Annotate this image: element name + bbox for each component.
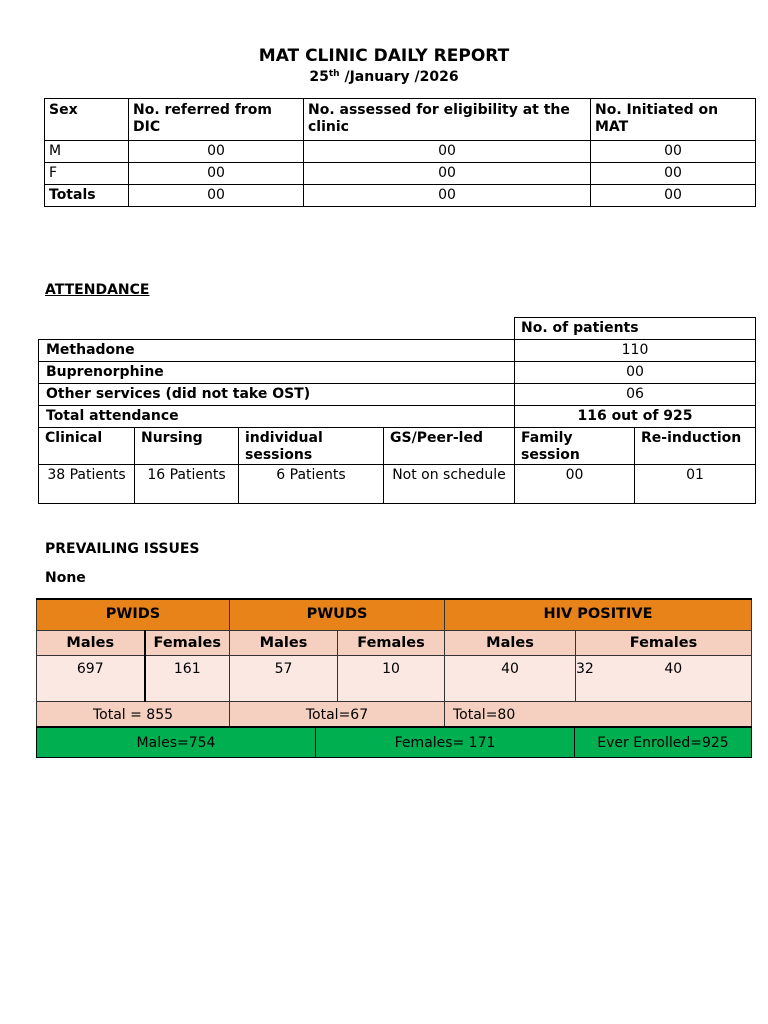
date-rest: /January /2026	[339, 69, 459, 85]
row-value: 00	[515, 362, 756, 384]
service-value-row	[39, 465, 756, 504]
group-hiv-positive: HIV POSITIVE	[445, 599, 752, 631]
cell-initiated: 00	[591, 141, 756, 163]
sub-header-row	[37, 631, 752, 656]
sub-header: Females	[338, 631, 445, 656]
totals-row	[37, 702, 752, 729]
row-label: Other services (did not take OST)	[39, 384, 515, 406]
total-cell: Total=80	[445, 702, 752, 729]
table-row	[39, 340, 756, 362]
value-cell: 10	[338, 656, 445, 702]
summary-females: Females= 171	[316, 727, 575, 758]
service-value: 16 Patients	[135, 465, 239, 504]
header-referred: No. referred from DIC	[129, 99, 304, 141]
value-cell: 40	[445, 656, 576, 702]
table-row	[45, 163, 756, 185]
row-label: M	[45, 141, 129, 163]
cell-initiated: 00	[591, 163, 756, 185]
service-header: Clinical	[39, 428, 135, 465]
summary-males: Males=754	[37, 727, 316, 758]
header-assessed: No. assessed for eligibility at the clinic	[304, 99, 591, 141]
referrals-header-row	[45, 99, 756, 141]
header-sex: Sex	[45, 99, 129, 141]
row-value: 06	[515, 384, 756, 406]
row-label: Buprenorphine	[39, 362, 515, 384]
table-row	[39, 362, 756, 384]
values-row	[37, 656, 752, 702]
value-cell: 697	[37, 656, 145, 702]
date-suffix: th	[328, 69, 340, 79]
cell-initiated: 00	[591, 185, 756, 207]
service-value: 6 Patients	[239, 465, 384, 504]
sub-header: Males	[230, 631, 338, 656]
service-header: individual sessions	[239, 428, 384, 465]
sub-header: Males	[37, 631, 145, 656]
service-value: 00	[515, 465, 635, 504]
date-day: 25	[309, 69, 329, 85]
cell-assessed: 00	[304, 185, 591, 207]
service-header: Re-induction	[635, 428, 756, 465]
service-header: Nursing	[135, 428, 239, 465]
sub-header: Females	[576, 631, 752, 656]
attendance-header-row	[39, 318, 756, 340]
blank-cell	[39, 318, 515, 340]
attendance-table	[38, 317, 756, 504]
row-value: 116 out of 925	[515, 406, 756, 428]
report-title: MAT CLINIC DAILY REPORT	[258, 46, 510, 66]
cell-referred: 00	[129, 141, 304, 163]
cell-assessed: 00	[304, 141, 591, 163]
issues-heading: PREVAILING ISSUES	[45, 541, 200, 557]
row-value: 110	[515, 340, 756, 362]
service-header: Family session	[515, 428, 635, 465]
row-label: Totals	[45, 185, 129, 207]
col-header-patients: No. of patients	[515, 318, 756, 340]
sub-header: Males	[445, 631, 576, 656]
table-row	[39, 406, 756, 428]
row-label: Total attendance	[39, 406, 515, 428]
service-value: 01	[635, 465, 756, 504]
service-value: Not on schedule	[384, 465, 515, 504]
summary-table	[36, 726, 752, 758]
header-initiated: No. Initiated on MAT	[591, 99, 756, 141]
cell-assessed: 00	[304, 163, 591, 185]
table-row	[45, 185, 756, 207]
group-pwuds: PWUDS	[230, 599, 445, 631]
row-label: F	[45, 163, 129, 185]
value-cell: 161	[145, 656, 230, 702]
issues-text: None	[45, 570, 86, 586]
value-cell: 57	[230, 656, 338, 702]
group-header-row	[37, 599, 752, 631]
attendance-heading: ATTENDANCE	[45, 282, 150, 298]
summary-ever-enrolled: Ever Enrolled=925	[575, 727, 752, 758]
value-cell: 32	[576, 656, 596, 702]
referrals-table	[44, 98, 756, 207]
total-cell: Total = 855	[37, 702, 230, 729]
enrollment-table	[36, 598, 752, 729]
service-header: GS/Peer-led	[384, 428, 515, 465]
sub-header: Females	[145, 631, 230, 656]
row-label: Methadone	[39, 340, 515, 362]
service-value: 38 Patients	[39, 465, 135, 504]
cell-referred: 00	[129, 163, 304, 185]
report-date	[0, 69, 768, 85]
total-cell: Total=67	[230, 702, 445, 729]
service-header-row	[39, 428, 756, 465]
table-row	[45, 141, 756, 163]
summary-row	[37, 727, 752, 758]
table-row	[39, 384, 756, 406]
value-cell: 40	[596, 656, 752, 702]
cell-referred: 00	[129, 185, 304, 207]
group-pwids: PWIDS	[37, 599, 230, 631]
